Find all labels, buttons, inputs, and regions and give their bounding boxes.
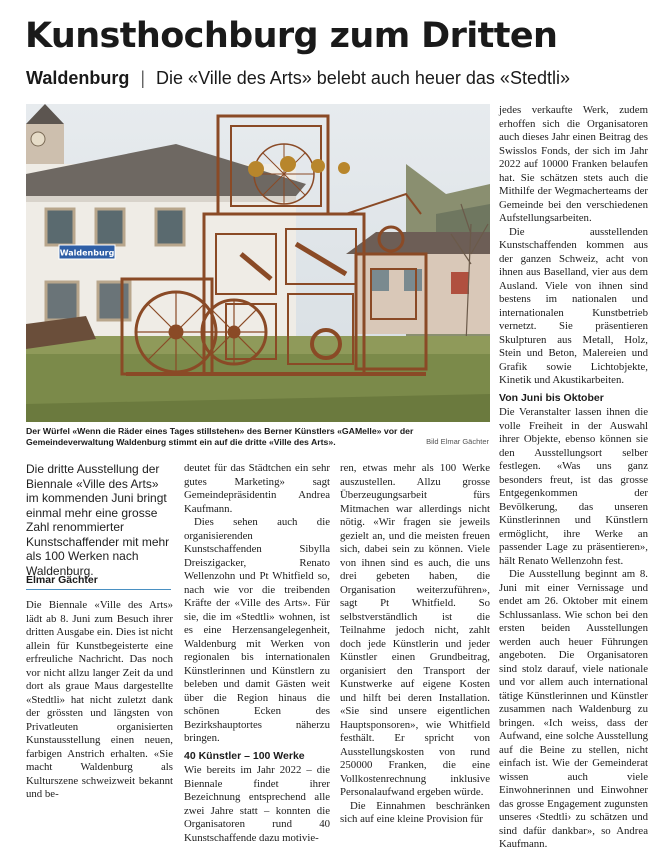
column-4 <box>499 104 648 852</box>
body-paragraph: jedes verkaufte Werk, zudem erhoffen sich die Organisatoren auch dieses Jahr einen Beitrag des Swisslos Fonds, der sich im Jahr 2022 auf 10000 Franken belaufen hat. Sie schätzen stets auch die Mithilfe der Wegmacherteams der Gemeinde bei den verschiedenen Aufstellungsarbeiten. <box>499 104 648 224</box>
photo-caption: Der Würfel «Wenn die Räder eines Tages stillstehen» des Berner Künstlers «GAMelle» vor der Gemeindeverwaltung Waldenburg stimmt ein auf die dritte «Ville des Arts». <box>26 426 414 447</box>
lead-paragraph: Die dritte Ausstellung der Biennale «Ville des Arts» im kommenden Juni bringt einmal mehr eine grosse Zahl renommierter Kunstschaffender mit mehr als 100 Werken nach Waldenburg. <box>26 462 170 578</box>
body-paragraph: ren, etwas mehr als 100 Werke auszustellen. Allzu grosse Überzeugungsarbeit fürs Mitmachen war allerdings nicht nötig. «Wir fragen sie jeweils gezielt an, und die meisten freuen sich, dabei sein zu können. Viele von ihnen sind es auch, die uns drei gebeten haben, die Organisation weiterzuführen», sagt Pt Whitfield. So selbstverständlich ist die Teilnahme jedoch nicht, zahlt doch jede Künstlerin und jeder Künstler einen Grundbeitrag, organisiert den Transport der Kunstwerke auf eigene Kosten und hilft bei deren Installation. «Sie sind unsere eigentlichen Hauptsponsoren», wie Whitfield festhält. Er spricht von Ausstellungskosten von rund 250000 Franken, die eine Vollkostenrechnung inklusive Personalaufwand ergeben würde. <box>340 462 490 798</box>
subheading: 40 Künstler – 100 Werke <box>184 749 305 762</box>
photo-credit: Bild Elmar Gächter <box>426 437 489 446</box>
column-2 <box>184 462 330 845</box>
author-byline: Elmar Gächter <box>26 574 171 590</box>
subtitle-line <box>26 68 570 89</box>
headline: Kunsthochburg zum Dritten <box>25 16 558 56</box>
body-paragraph: Die Biennale «Ville des Arts» lädt ab 8. Juni zum Besuch ihrer dritten Ausgabe ein. Dies ist nicht allein für Kunstbegeisterte eine erfreuliche Nachricht. Das noch vor nicht allzu langer Zeit da und dort als graue Maus dargestellte «Stedtli» hat nicht zuletzt dank der grössten und längsten von Privatleuten organisierten Kunstausstellung einen neuen, farbigen Anstrich erhalten. «Sie macht Waldenburg als Kulturszene schweizweit bekannt und be- <box>26 599 173 800</box>
body-paragraph: Die Veranstalter lassen ihnen die volle Freiheit in der Auswahl ihrer Objekte, ebenso können sie den Ausstellungsort selber festlegen. «Was uns ganz besonders freut, ist das grosse Entgegenkommen der Bevölkerung, das unseren Künstlerinnen und Künstlern ermöglicht, ihre Werke an passender Lage zu präsentieren», hält Renato Wellenzohn fest. <box>499 406 648 567</box>
subtitle: Die «Ville des Arts» belebt auch heuer das «Stedtli» <box>156 68 570 88</box>
column-3 <box>340 462 490 827</box>
body-paragraph: Die ausstellenden Kunstschaffenden kommen aus der ganzen Schweiz, acht von ihnen aus Baselland, vier aus dem Ausland. Viele von ihnen sind bestens im nationalen und internationalen Kunstbetrieb vernetzt. Sie präsentieren Skulpturen aus Metall, Holz, Stein und Beton, Malereien und Grafik sowie Lichtobjekte, Kinetik und Akustikarbeiten. <box>499 225 648 386</box>
column-1 <box>26 599 173 802</box>
body-paragraph: Dies sehen auch die organisierenden Kunstschaffenden Sibylla Dreiszigacker, Renato Wellenzohn und Pt Whitfield so, nach wie vor die treibenden Kräfte der «Ville des Arts». Für sie, die im «Stedtli» wohnen, ist es eine Herzensangelegenheit, Waldenburg mit Werken von regionalen bis internationalen Künstlerinnen und Künstlern zu beleben und damit Gästen weit über die Region hinaus die schönen Ecken des Bezirkshauptortes näherzu bringen. <box>184 516 330 744</box>
body-paragraph: Die Einnahmen beschränken sich auf eine kleine Provision für <box>340 799 490 825</box>
body-paragraph: Wie bereits im Jahr 2022 – die Biennale findet ihrer Bezeichnung entsprechend alle zwei Jahre statt – konnten die Organisatoren rund 40 Kunstschaffende dazu motivie- <box>184 764 330 844</box>
dateline: Waldenburg <box>26 68 130 88</box>
subheading: Von Juni bis Oktober <box>499 391 604 404</box>
waldenburg-sign: Waldenburg <box>59 248 115 258</box>
article-photo <box>26 104 490 422</box>
body-paragraph: deutet für das Städtchen ein sehr gutes Marketing» sagt Gemeindepräsidentin Andrea Kaufmann. <box>184 462 330 515</box>
body-paragraph: Die Ausstellung beginnt am 8. Juni mit einer Vernissage und endet am 26. Oktober mit einem Schlussanlass. Wie schon bei den ersten beiden Ausstellungen werden auch heuer Führungen angeboten. Die Organisatoren sind stolz darauf, viele nationale und vor allem auch international tätige Künstlerinnen und Künstler zusammen nach Waldenburg zu bringen. «Ich weiss, dass der Aufwand, eine solche Ausstellung auf die Beine zu stellen, nicht einfach ist. Wie der Gemeinderat wissen auch viele Einwohnerinnen und Einwohner das grosse Engagement zugunsten unseres ‹Stedtli› zu schätzen und sind dafür dankbar», so Andrea Kaufmann. <box>499 568 648 850</box>
separator: | <box>140 68 146 88</box>
